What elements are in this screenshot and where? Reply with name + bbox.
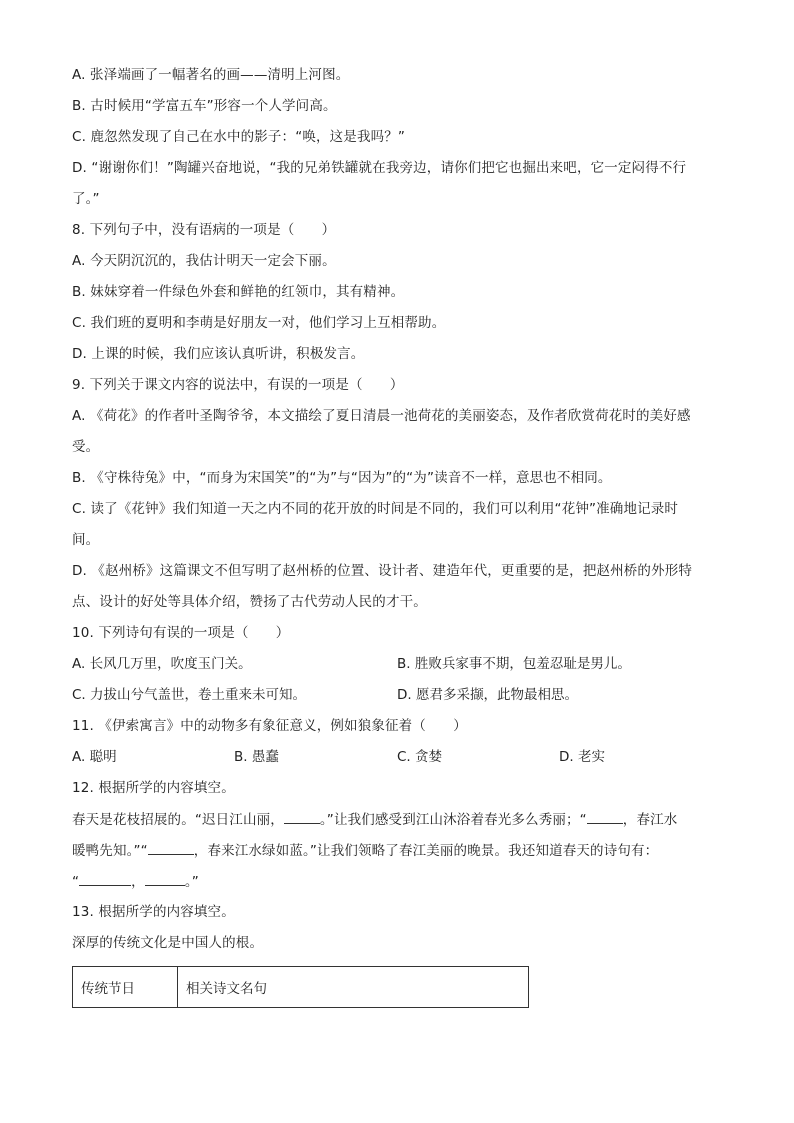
q7-option-c: C. 鹿忽然发现了自己在水中的影子：“唤，这是我吗？”	[72, 129, 406, 145]
q11-option-c: C. 贪婪	[397, 749, 443, 765]
q8-stem: 8. 下列句子中，没有语病的一项是（ ）	[72, 222, 336, 238]
q7-option-a: A. 张泽端画了一幅著名的画——清明上河图。	[72, 67, 350, 83]
q12-line1	[72, 810, 677, 829]
q13-intro: 深厚的传统文化是中国人的根。	[72, 935, 264, 951]
q9-option-a-line2: 受。	[72, 439, 100, 455]
answer-blank[interactable]	[145, 872, 185, 886]
q10-option-a: A. 长风几万里，吹度玉门关。	[72, 656, 252, 672]
table-header-poetry: 相关诗文名句	[178, 967, 529, 1008]
q12-stem: 12. 根据所学的内容填空。	[72, 780, 235, 796]
festival-poetry-table	[72, 966, 529, 1008]
q9-option-c-line1: C. 读了《花钟》我们知道一天之内不同的花开放的时间是不同的，我们可以利用“花钟”准确地记录时	[72, 501, 679, 517]
q11-option-a: A. 聪明	[72, 749, 117, 765]
q9-option-d-line2: 点、设计的好处等具体介绍，赞扬了古代劳动人民的才干。	[72, 594, 427, 610]
answer-blank[interactable]	[148, 841, 194, 855]
q9-option-d-line1: D. 《赵州桥》这篇课文不但写明了赵州桥的位置、设计者、建造年代，更重要的是，把赵州桥的外形特	[72, 563, 693, 579]
q9-option-a-line1: A. 《荷花》的作者叶圣陶爷爷，本文描绘了夏日清晨一池荷花的美丽姿态，及作者欣赏荷花时的美好感	[72, 408, 691, 424]
q13-stem: 13. 根据所学的内容填空。	[72, 904, 235, 920]
q12-text: ，春江水	[622, 812, 678, 828]
q12-text: 春天是花枝招展的。“迟日江山丽，	[72, 812, 284, 828]
answer-blank[interactable]	[79, 872, 131, 886]
q9-option-c-line2: 间。	[72, 532, 100, 548]
q8-option-d: D. 上课的时候，我们应该认真听讲，积极发言。	[72, 346, 365, 362]
q12-text: 暖鸭先知。”“	[72, 843, 148, 859]
q9-option-b: B. 《守株待兔》中，“而身为宋国笑”的“为”与“因为”的“为”读音不一样，意思也不相同。	[72, 470, 612, 486]
q10-stem: 10. 下列诗句有误的一项是（ ）	[72, 625, 290, 641]
q12-text: ，春来江水绿如蓝。”让我们领略了春江美丽的晚景。我还知道春天的诗句有：	[193, 843, 659, 859]
q11-stem: 11. 《伊索寓言》中的动物多有象征意义，例如狼象征着（ ）	[72, 718, 467, 734]
q11-option-b: B. 愚蠢	[234, 749, 279, 765]
q12-line2	[72, 841, 658, 860]
q12-line3	[72, 872, 199, 891]
q10-option-d: D. 愿君多采撷，此物最相思。	[397, 687, 578, 703]
q8-option-a: A. 今天阴沉沉的，我估计明天一定会下丽。	[72, 253, 336, 269]
q10-option-c: C. 力拔山兮气盖世，卷土重来未可知。	[72, 687, 307, 703]
q12-text: 。”让我们感受到江山沐浴着春光多么秀丽；“	[319, 812, 587, 828]
q12-text: ，	[131, 874, 145, 890]
q12-text: “	[72, 874, 80, 890]
answer-blank[interactable]	[587, 810, 623, 824]
q8-option-c: C. 我们班的夏明和李萌是好朋友一对，他们学习上互相帮助。	[72, 315, 446, 331]
q12-text: 。”	[184, 874, 199, 890]
q9-stem: 9. 下列关于课文内容的说法中，有误的一项是（ ）	[72, 377, 404, 393]
answer-blank[interactable]	[284, 810, 320, 824]
table-header-festival: 传统节日	[73, 967, 178, 1008]
q8-option-b: B. 妹妹穿着一件绿色外套和鲜艳的红领巾，其有精神。	[72, 284, 405, 300]
q7-option-d-line2: 了。”	[72, 191, 100, 207]
table-header-row	[73, 967, 529, 1008]
q10-option-b: B. 胜败兵家事不期，包羞忍耻是男儿。	[397, 656, 631, 672]
q7-option-d-line1: D. “谢谢你们！”陶罐兴奋地说，“我的兄弟铁罐就在我旁边，请你们把它也掘出来吧，它一定闷得不行	[72, 160, 687, 176]
q11-option-d: D. 老实	[559, 749, 605, 765]
q7-option-b: B. 古时候用“学富五车”形容一个人学问高。	[72, 98, 337, 114]
